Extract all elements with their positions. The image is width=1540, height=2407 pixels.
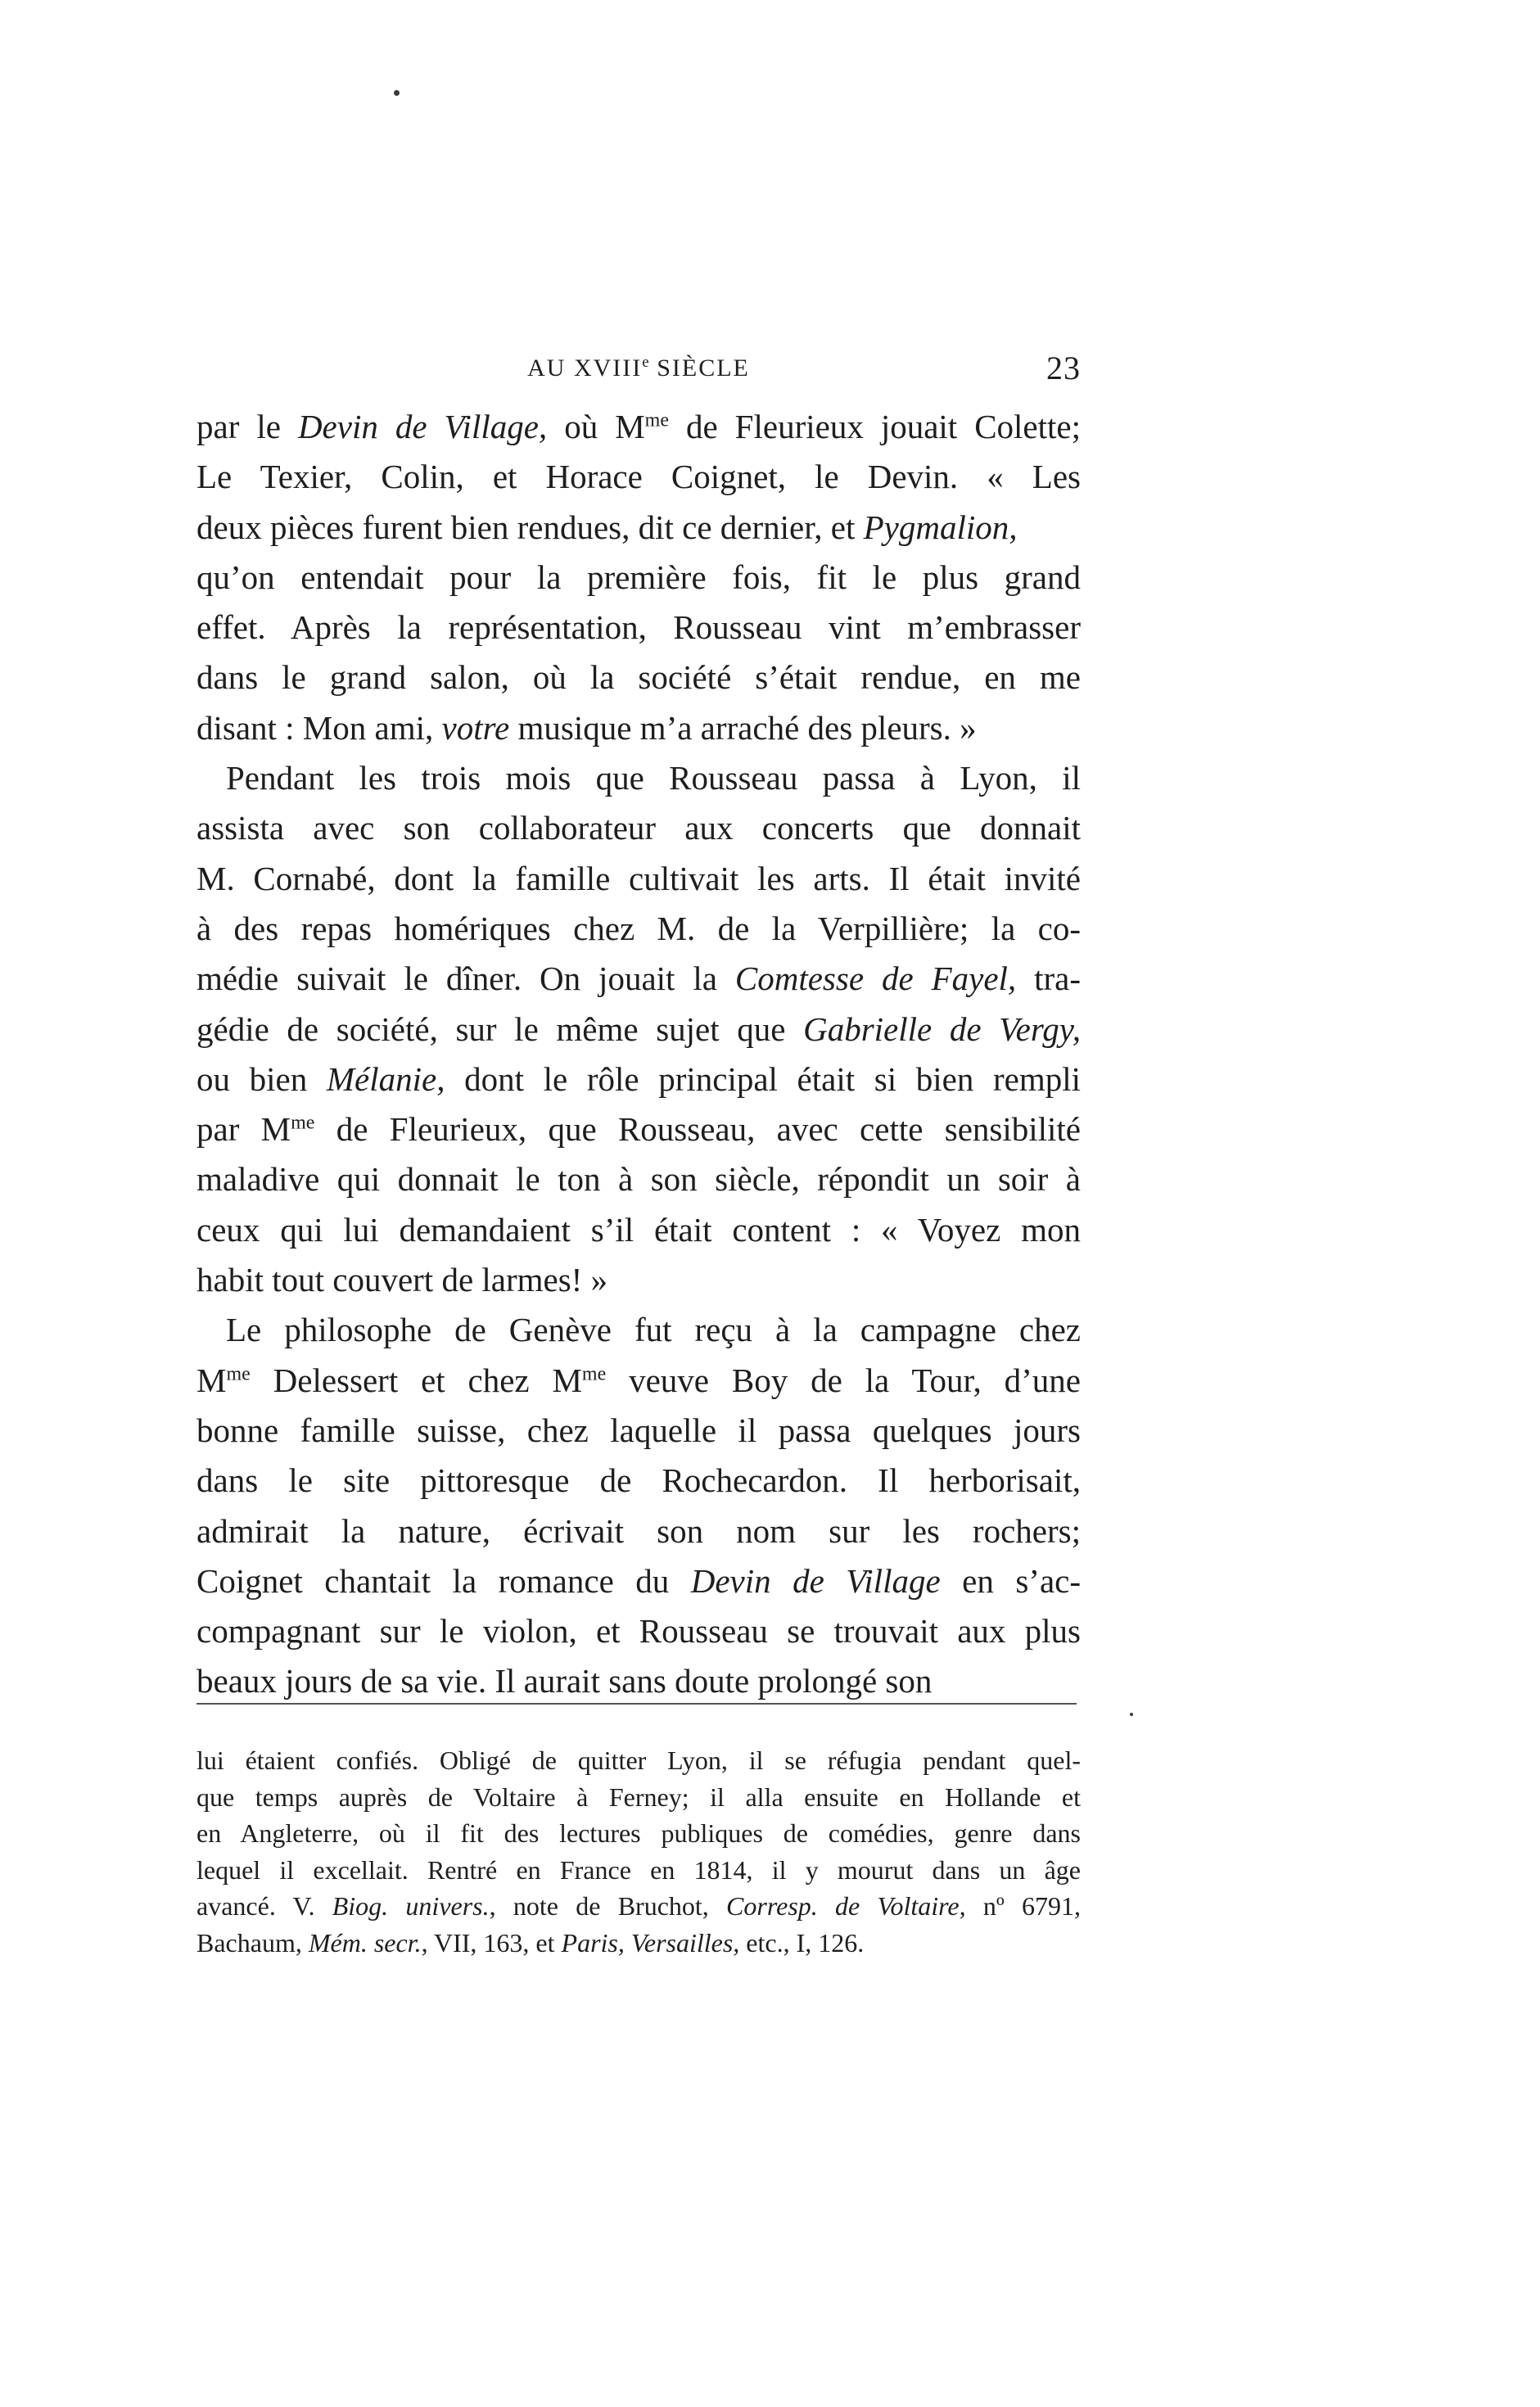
body-line (196, 1606, 1081, 1656)
body-line (196, 1104, 1081, 1154)
running-title (196, 354, 1081, 382)
italic-text: Mélanie, (326, 1059, 445, 1098)
italic-text: Gabrielle de Vergy, (803, 1009, 1081, 1048)
text-run: dans le site pittoresque de Rochecardon. Il herborisait, (196, 1461, 1081, 1500)
footnote-line (196, 1815, 1081, 1852)
text-run: en s’ac- (940, 1561, 1081, 1600)
body-line (196, 854, 1081, 904)
italic-text: Biog. univers. (332, 1891, 490, 1922)
body-line (196, 402, 1081, 452)
text-run: effet. Après la représentation, Rousseau vint m’embrasser (196, 608, 1081, 647)
body-line (196, 1556, 1081, 1606)
superscript: me (226, 1362, 251, 1384)
text-run: veuve Boy de la Tour, d’une (606, 1361, 1081, 1399)
text-run: beaux jours de sa vie. Il aurait sans doute prolongé son (196, 1662, 933, 1700)
text-run: , note de Bruchot, (489, 1891, 727, 1922)
text-run: maladive qui donnait le ton à son siècle, répondit un soir à (196, 1160, 1081, 1199)
footnote-line (196, 1742, 1081, 1779)
body-line (196, 1656, 1081, 1706)
body-line (196, 1305, 1081, 1355)
body-line (196, 1406, 1081, 1456)
text-run: que temps auprès de Voltaire à Ferney; il alla ensuite en Hollande et (196, 1782, 1081, 1812)
body-line (196, 904, 1081, 954)
text-run: lui étaient confiés. Obligé de quitter Lyon, il se réfugia pendant quel- (196, 1745, 1081, 1775)
text-run: par M (196, 1110, 291, 1149)
superscript: me (581, 1362, 607, 1384)
text-run: lequel il excellait. Rentré en France en 1814, il y mourut dans un âge (196, 1854, 1081, 1885)
ink-speck (394, 90, 400, 96)
ink-speck (1130, 1713, 1133, 1716)
text-run: Pendant les trois mois que Rousseau passa à Lyon, il (226, 759, 1081, 797)
body-line (196, 803, 1081, 853)
footnote-line (196, 1888, 1081, 1925)
body-line (196, 703, 1081, 753)
body-line (196, 753, 1081, 803)
text-run: admirait la nature, écrivait son nom sur les rochers; (196, 1511, 1081, 1550)
page-number: 23 (1046, 350, 1081, 386)
body-line (196, 1356, 1081, 1406)
body-line (196, 553, 1081, 603)
text-run: etc., I, 126. (739, 1927, 865, 1958)
text-run: nº 6791, (965, 1891, 1081, 1922)
text-run: Le philosophe de Genève fut reçu à la campagne chez (226, 1311, 1081, 1349)
body-line (196, 1255, 1081, 1305)
italic-text: Pygmalion, (863, 508, 1018, 546)
body-line (196, 653, 1081, 702)
text-run: ou bien (196, 1059, 327, 1098)
italic-text: Mém. secr. (308, 1927, 422, 1958)
running-title-text: AU XVIII (527, 355, 643, 382)
body-line (196, 1154, 1081, 1204)
text-run: gédie de société, sur le même sujet que (196, 1009, 804, 1048)
text-run: M (196, 1361, 227, 1399)
body-line (196, 603, 1081, 653)
text-run: , VII, 163, et (421, 1927, 562, 1958)
body-line (196, 1506, 1081, 1556)
italic-text: Devin de Village, (297, 408, 548, 445)
footnote-line (196, 1925, 1081, 1962)
text-run: qu’on entendait pour la première fois, fit le plus grand (196, 558, 1081, 596)
italic-text: Paris, Versailles, (561, 1927, 740, 1958)
italic-text: Devin de Village (690, 1561, 941, 1600)
text-run: M. Cornabé, dont la famille cultivait les arts. Il était invité (196, 859, 1081, 897)
running-title-superscript: e (642, 354, 649, 371)
text-run: bonne famille suisse, chez laquelle il passa quelques jours (196, 1411, 1081, 1449)
text-run: habit tout couvert de larmes! » (196, 1261, 608, 1299)
text-run: dont le rôle principal était si bien rempli (445, 1059, 1081, 1098)
italic-text: Corresp. de Voltaire, (726, 1891, 966, 1922)
text-run: à des repas homériques chez M. de la Verpillière; la co- (196, 909, 1081, 947)
text-run: Delessert et chez M (250, 1361, 582, 1399)
body-line (196, 1005, 1081, 1054)
text-run: deux pièces furent bien rendues, dit ce dernier, et (196, 508, 864, 546)
text-run: de Fleurieux, que Rousseau, avec cette sensibilité (314, 1110, 1081, 1149)
italic-text: Comtesse de Fayel, (734, 960, 1017, 998)
footnote-separator (196, 1703, 1077, 1705)
text-run: disant : Mon ami, (196, 708, 442, 747)
text-run: par le (196, 408, 298, 445)
text-run: où M (547, 408, 645, 445)
body-line (196, 1456, 1081, 1506)
text-run: Coignet chantait la romance du (196, 1561, 691, 1600)
text-run: ceux qui lui demandaient s’il était content : « Voyez mon (196, 1210, 1081, 1249)
body-line (196, 954, 1081, 1004)
text-run: Le Texier, Colin, et Horace Coignet, le Devin. « Les (196, 458, 1081, 496)
body-line (196, 452, 1081, 502)
text-run: avancé. V. (196, 1891, 332, 1922)
running-title-suffix: SIÈCLE (648, 355, 750, 382)
body-text (196, 402, 1081, 1707)
italic-text: votre (441, 708, 510, 747)
footnote-line (196, 1852, 1081, 1889)
text-run: compagnant sur le violon, et Rousseau se trouvait aux plus (196, 1612, 1081, 1651)
body-line (196, 1054, 1081, 1104)
text-run: en Angleterre, où il fit des lectures publiques de comédies, genre dans (196, 1818, 1081, 1849)
footnote-line (196, 1779, 1081, 1816)
body-line (196, 503, 1081, 553)
text-run: assista avec son collaborateur aux concerts que donnait (196, 809, 1081, 847)
footnote (196, 1742, 1081, 1962)
superscript: me (291, 1112, 315, 1134)
text-run: dans le grand salon, où la société s’était rendue, en me (196, 658, 1081, 697)
text-run: médie suivait le dîner. On jouait la (196, 960, 735, 998)
text-run: de Fleurieux jouait Colette; (668, 408, 1081, 445)
body-line (196, 1205, 1081, 1255)
running-head (196, 347, 1081, 396)
text-run: tra- (1016, 960, 1081, 998)
text-run: Bachaum, (196, 1927, 309, 1958)
text-run: musique m’a arraché des pleurs. » (509, 708, 977, 747)
superscript: me (644, 409, 669, 431)
